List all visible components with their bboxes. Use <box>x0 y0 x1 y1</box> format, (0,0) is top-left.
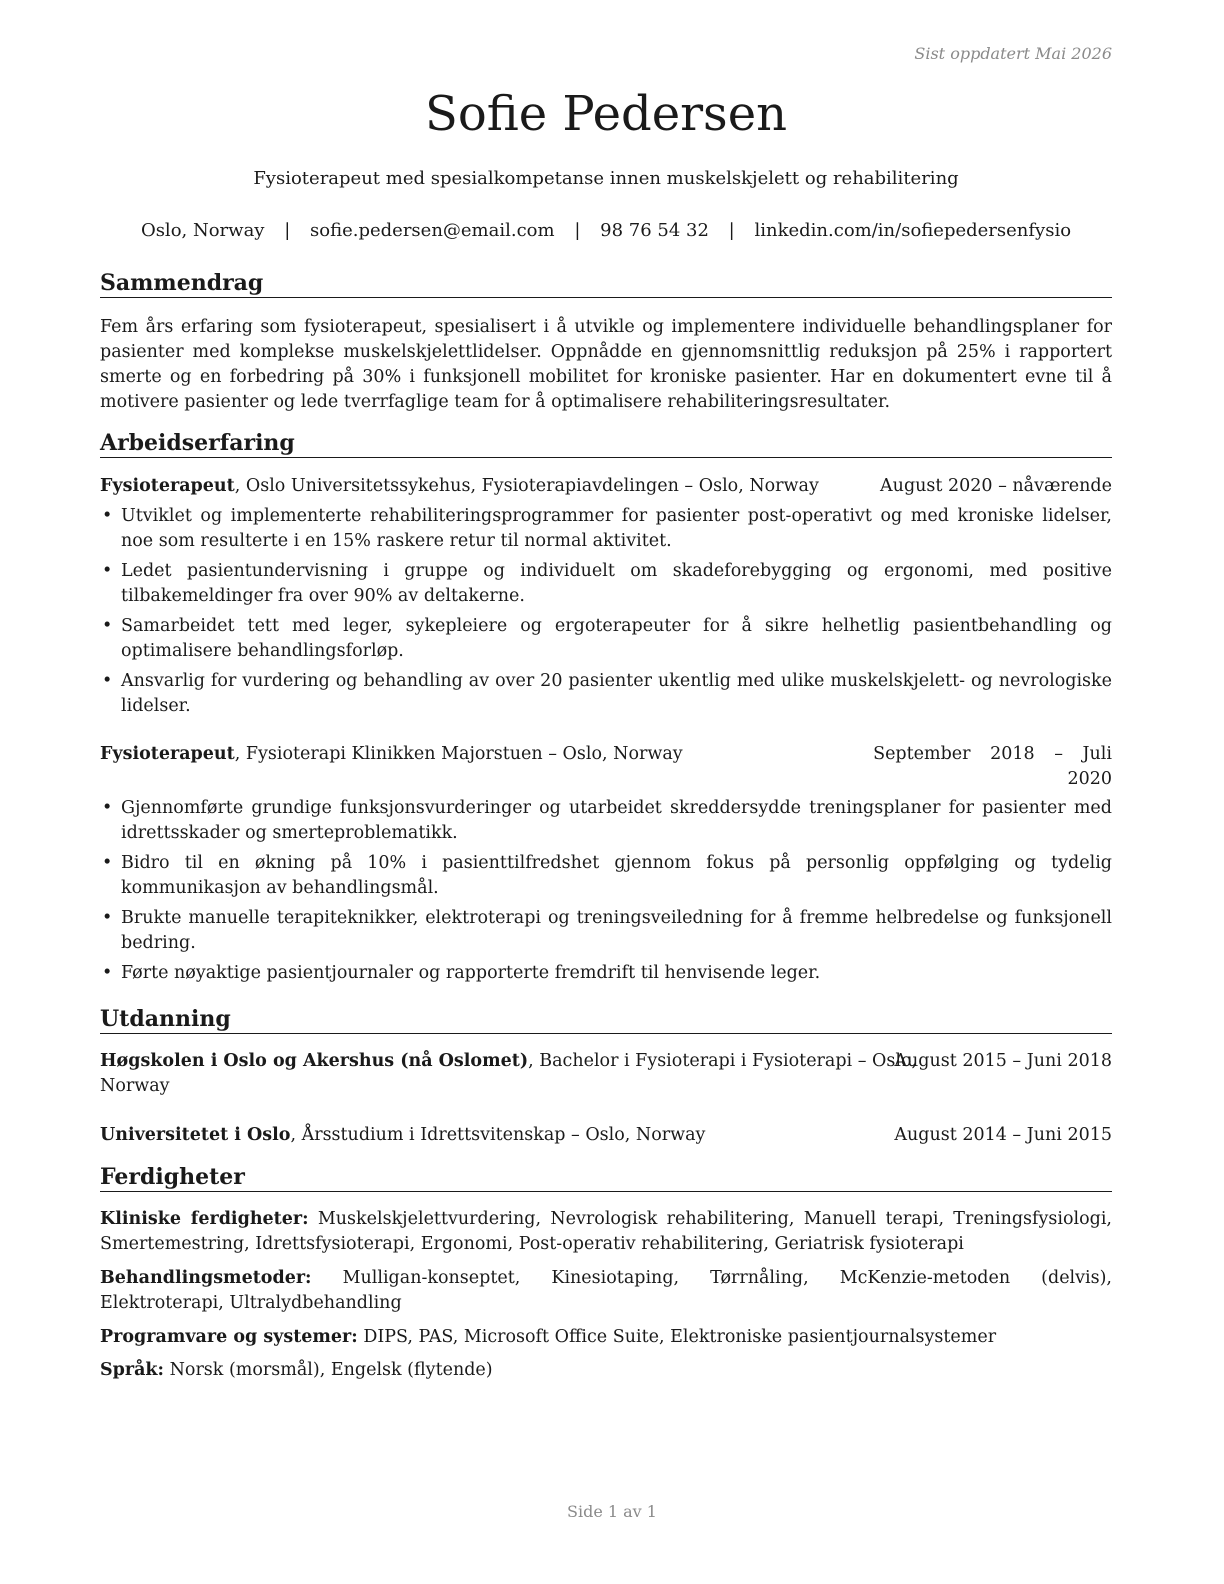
education-dates: August 2015 – Juni 2018 <box>894 1051 1112 1071</box>
list-item: • Samarbeidet tett med leger, sykepleiere og ergoterapeuter for å sikre helhetlig pasientbehandling og optimalisere behandlingsforløp. <box>100 614 1112 664</box>
job-dates: August 2020 – nåværende <box>880 476 1112 496</box>
skill-row <box>100 1266 1112 1316</box>
education-dates: August 2014 – Juni 2015 <box>894 1125 1112 1145</box>
education-details-line2: Norway <box>100 1076 170 1096</box>
job-role: Fysioterapeut <box>100 476 235 496</box>
contact-phone: 98 76 54 32 <box>600 220 709 241</box>
job-title-line <box>100 474 819 499</box>
contact-linkedin[interactable]: linkedin.com/in/sofiepedersenfysio <box>754 220 1072 241</box>
education-entry <box>100 1049 1112 1099</box>
list-item: • Førte nøyaktige pasientjournaler og rapporterte fremdrift til henvisende leger. <box>100 961 1112 986</box>
list-item: • Gjennomførte grundige funksjonsvurderinger og utarbeidet skreddersydde treningsplaner for pasienter med idrettsskader og smerteproblematikk. <box>100 796 1112 846</box>
skill-value: Muskelskjelettvurdering, Nevrologisk rehabilitering, Manuell terapi, Treningsfysiologi, Smertemestring, Idrettsfysioterapi, Ergonomi, Post-operativ rehabilitering, Geriatrisk fysioterapi <box>100 1209 1112 1254</box>
section-title-skills: Ferdigheter <box>100 1164 1112 1192</box>
list-item: • Utviklet og implementerte rehabiliteringsprogrammer for pasienter post-operativt og med kroniske lidelser, noe som resulterte i en 15% raskere retur til normal aktivitet. <box>100 504 1112 554</box>
skill-label: Språk: <box>100 1360 165 1380</box>
list-item: • Ledet pasientundervisning i gruppe og individuelt om skadeforebygging og ergonomi, med positive tilbakemeldinger fra over 90% av deltakerne. <box>100 559 1112 609</box>
skill-row <box>100 1207 1112 1257</box>
list-item: • Bidro til en økning på 10% i pasienttilfredshet gjennom fokus på personlig oppfølging og tydelig kommunikasjon av behandlingsmål. <box>100 851 1112 901</box>
education-details: , Årsstudium i Idrettsvitenskap – Oslo, Norway <box>290 1125 706 1145</box>
job-dates-line2: 2020 <box>1067 769 1112 789</box>
education-line <box>100 1123 705 1148</box>
job-bullets <box>100 504 1112 724</box>
contact-separator: | <box>574 220 581 241</box>
skill-value: DIPS, PAS, Microsoft Office Suite, Elektroniske pasientjournalsystemer <box>357 1327 997 1347</box>
job-dates <box>873 742 1112 792</box>
page-number: Side 1 av 1 <box>567 1502 657 1521</box>
education-school: Universitetet i Oslo <box>100 1125 291 1145</box>
job-header <box>100 742 1112 792</box>
subtitle: Fysioterapeut med spesialkompetanse innen muskelskjelett og rehabilitering <box>253 168 959 189</box>
skill-value: Mulligan-konseptet, Kinesiotaping, Tørrnåling, McKenzie-metoden (delvis), Elektroterapi, Ultralydbehandling <box>100 1268 1112 1313</box>
skill-row <box>100 1358 1112 1383</box>
job-details: , Oslo Universitetssykehus, Fysioterapiavdelingen – Oslo, Norway <box>234 476 819 496</box>
education-line <box>100 1049 917 1099</box>
education-details: , Bachelor i Fysioterapi i Fysioterapi – Oslo, <box>528 1051 918 1071</box>
contact-line <box>100 220 1112 241</box>
education-school: Høgskolen i Oslo og Akershus (nå Oslomet) <box>100 1051 529 1071</box>
page-title: Sofie Pedersen <box>424 86 788 142</box>
job-bullets <box>100 796 1112 991</box>
summary-text: Fem års erfaring som fysioterapeut, spesialisert i å utvikle og implementere individuelle behandlingsplaner for pasienter med komplekse muskelskjelettlidelser. Oppnådde en gjennomsnittlig reduksjon på 25% i rapportert smerte og en forbedring på 30% i funksjonell mobilitet for kroniske pasienter. Har en dokumentert evne til å motivere pasienter og lede tverrfaglige team for å optimalisere rehabiliteringsresultater. <box>100 317 1112 412</box>
section-title-experience: Arbeidserfaring <box>100 430 1112 458</box>
skill-label: Programvare og systemer: <box>100 1327 358 1347</box>
list-item: • Brukte manuelle terapiteknikker, elektroterapi og treningsveiledning for å fremme helbredelse og funksjonell bedring. <box>100 906 1112 956</box>
contact-email[interactable]: sofie.pedersen@email.com <box>310 220 555 241</box>
skill-value: Norsk (morsmål), Engelsk (flytende) <box>164 1360 493 1380</box>
contact-separator: | <box>728 220 735 241</box>
skill-label: Kliniske ferdigheter: <box>100 1209 309 1229</box>
job-role: Fysioterapeut <box>100 744 235 764</box>
job-details: , Fysioterapi Klinikken Majorstuen – Oslo, Norway <box>234 744 683 764</box>
section-title-summary: Sammendrag <box>100 270 1112 298</box>
section-title-education: Utdanning <box>100 1006 1112 1034</box>
skill-row <box>100 1325 1112 1350</box>
contact-location: Oslo, Norway <box>140 220 265 241</box>
job-title-line <box>100 742 683 767</box>
last-updated: Sist oppdatert Mai 2026 <box>914 44 1112 63</box>
contact-separator: | <box>284 220 291 241</box>
list-item: • Ansvarlig for vurdering og behandling av over 20 pasienter ukentlig med ulike muskelskjelett- og nevrologiske lidelser. <box>100 669 1112 719</box>
job-dates-line1: September 2018 – Juli <box>873 744 1112 764</box>
skill-label: Behandlingsmetoder: <box>100 1268 312 1288</box>
